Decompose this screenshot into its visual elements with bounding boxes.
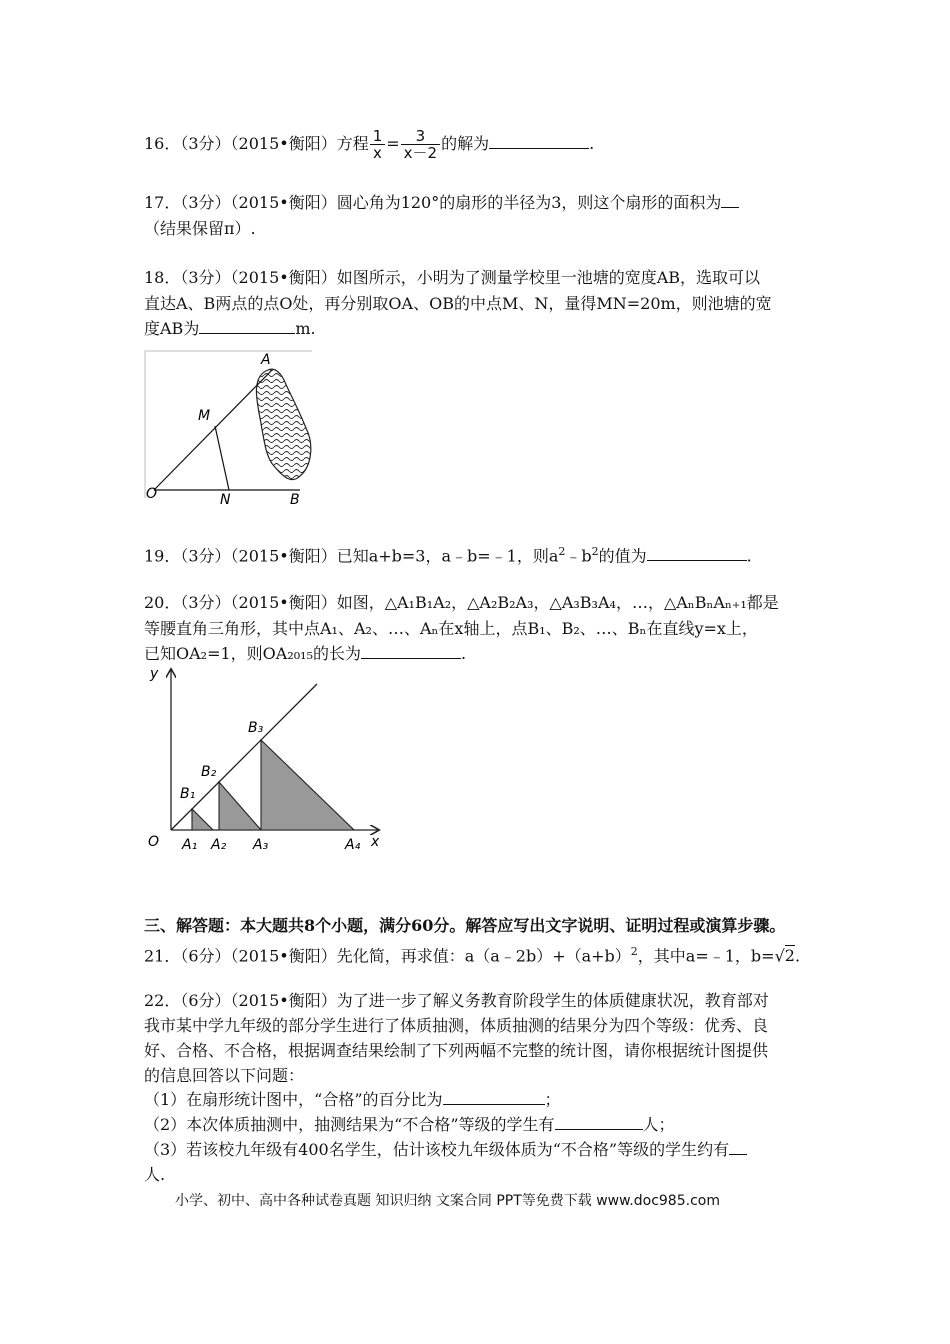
q18-label-B: B bbox=[290, 492, 300, 506]
q20-text-2: 等腰直角三角形，其中点A₁、A₂、…、Aₙ在x轴上，点B₁、B₂、…、Bₙ在直线y=x上， bbox=[144, 619, 758, 638]
question-22-line1 bbox=[144, 989, 769, 1013]
q22-sub1-text: （1）在扇形统计图中，“合格”的百分比为 bbox=[144, 1090, 443, 1109]
sqrt-icon: √ bbox=[774, 946, 785, 966]
q19-suffix: 的值为 bbox=[598, 546, 647, 566]
q22-sub1-end: ； bbox=[544, 1090, 561, 1109]
q18-line-MN bbox=[215, 426, 229, 490]
q21-sqrt-value: 2 bbox=[784, 946, 795, 966]
question-20-line2 bbox=[144, 617, 758, 641]
q16-rhs-numerator: 3 bbox=[415, 127, 426, 145]
question-18-line2 bbox=[144, 292, 772, 316]
question-22-sub3-line2 bbox=[144, 1163, 165, 1187]
q22-text-3: 好、合格、不合格，根据调查结果绘制了下列两幅不完整的统计图，请你根据统计图提供 bbox=[144, 1041, 769, 1060]
question-22-line4 bbox=[144, 1064, 304, 1088]
q22-sub3-blank[interactable] bbox=[729, 1138, 747, 1155]
q21-exponent: 2 bbox=[630, 945, 638, 958]
q16-lhs-numerator: 1 bbox=[372, 127, 383, 145]
footer-text: 小学、初中、高中各种试卷真题 知识归纳 文案合同 PPT等免费下载 www.doc985.com bbox=[175, 1193, 720, 1209]
q20-end: . bbox=[461, 644, 467, 663]
q18-unit: m. bbox=[295, 319, 316, 338]
question-22-sub3 bbox=[144, 1138, 747, 1162]
q16-answer-blank[interactable] bbox=[489, 132, 589, 149]
q22-sub3-text-2: 人. bbox=[144, 1165, 166, 1184]
q18-text-1: 18．（3分）（2015•衡阳）如图所示，小明为了测量学校里一池塘的宽度AB，选取可以 bbox=[144, 268, 761, 287]
question-20-line1 bbox=[144, 591, 779, 615]
q16-fraction-lhs bbox=[370, 128, 386, 161]
q17-text-2: （结果保留π）. bbox=[144, 219, 256, 238]
q21-end: . bbox=[794, 946, 801, 966]
q16-equals: = bbox=[386, 134, 400, 153]
q21-text: 21．（6分）（2015•衡阳）先化简，再求值：a（a﹣2b）+（a+b） bbox=[144, 946, 631, 966]
question-19 bbox=[144, 540, 752, 568]
q18-figure bbox=[144, 348, 314, 506]
question-22-sub1 bbox=[144, 1088, 561, 1112]
q22-sub2-blank[interactable] bbox=[555, 1113, 643, 1130]
q20-triangle-2 bbox=[219, 782, 261, 830]
q20-label-A3: A₃ bbox=[253, 837, 269, 853]
question-22-line3 bbox=[144, 1039, 768, 1063]
q21-mid: ，其中a=﹣1，b= bbox=[637, 946, 775, 966]
q20-text-1: 20．（3分）（2015•衡阳）如图，△A₁B₁A₂，△A₂B₂A₃，△A₃B₃A₄，…，△AₙBₙAₙ₊₁都是 bbox=[144, 593, 779, 612]
q18-label-O: O bbox=[146, 486, 158, 502]
question-21 bbox=[144, 940, 800, 968]
q16-fraction-rhs bbox=[401, 128, 440, 161]
q18-text-2: 直达A、B两点的点O处，再分别取OA、OB的中点M、N，量得MN=20m，则池塘的宽 bbox=[144, 294, 772, 313]
q18-answer-blank[interactable] bbox=[199, 317, 295, 334]
q22-text-1: 22．（6分）（2015•衡阳）为了进一步了解义务教育阶段学生的体质健康状况，教育部对 bbox=[144, 991, 769, 1010]
question-22-sub2 bbox=[144, 1113, 675, 1137]
q20-label-A2: A₂ bbox=[211, 837, 227, 853]
q20-label-y: y bbox=[150, 666, 159, 682]
question-18-line1 bbox=[144, 266, 760, 290]
q18-label-A: A bbox=[261, 352, 271, 368]
q20-answer-blank[interactable] bbox=[361, 642, 461, 659]
q22-sub2-text: （2）本次体质抽测中，抽测结果为“不合格”等级的学生有 bbox=[144, 1115, 555, 1134]
q16-prefix: 16．（3分）（2015•衡阳）方程 bbox=[144, 134, 369, 153]
question-16 bbox=[144, 128, 594, 161]
q20-label-x: x bbox=[371, 834, 380, 850]
q17-answer-blank[interactable] bbox=[721, 191, 739, 208]
q19-exponent-2: 2 bbox=[591, 545, 599, 558]
section-3-text: 三、解答题：本大题共8个小题，满分60分。解答应写出文字说明、证明过程或演算步骤。 bbox=[144, 916, 786, 935]
q20-text-3: 已知OA₂=1，则OA₂₀₁₅的长为 bbox=[144, 644, 362, 663]
q20-label-A4: A₄ bbox=[345, 837, 361, 853]
question-22-line2 bbox=[144, 1014, 768, 1038]
q19-answer-blank[interactable] bbox=[647, 544, 747, 561]
q22-text-4: 的信息回答以下问题： bbox=[144, 1066, 305, 1085]
q19-text: 19．（3分）（2015•衡阳）已知a+b=3，a﹣b=﹣1，则a bbox=[144, 546, 559, 566]
q22-sub2-end: 人； bbox=[642, 1115, 675, 1134]
q22-text-2: 我市某中学九年级的部分学生进行了体质抽测，体质抽测的结果分为四个等级：优秀、良 bbox=[144, 1016, 769, 1035]
q18-label-M: M bbox=[198, 408, 211, 424]
q19-mid: ﹣b bbox=[565, 546, 592, 566]
q22-sub1-blank[interactable] bbox=[443, 1088, 545, 1105]
q20-label-B3: B₃ bbox=[248, 720, 264, 736]
q20-label-B1: B₁ bbox=[180, 786, 196, 802]
question-18-line3 bbox=[144, 317, 316, 341]
q20-triangle-3 bbox=[261, 740, 354, 830]
q22-sub3-text: （3）若该校九年级有400名学生，估计该校九年级体质为“不合格”等级的学生约有 bbox=[144, 1140, 730, 1159]
q20-figure bbox=[140, 662, 390, 860]
q18-pond bbox=[256, 369, 310, 480]
q19-exponent-1: 2 bbox=[558, 545, 566, 558]
q16-lhs-denominator: x bbox=[370, 144, 385, 161]
question-17-line2 bbox=[144, 217, 256, 241]
q16-rhs-denominator: x－2 bbox=[401, 144, 440, 161]
q20-label-O: O bbox=[148, 834, 160, 850]
page-footer bbox=[175, 1190, 720, 1210]
q18-text-3: 度AB为 bbox=[144, 319, 200, 338]
q20-label-A1: A₁ bbox=[182, 837, 198, 853]
q17-text: 17．（3分）（2015•衡阳）圆心角为120°的扇形的半径为3，则这个扇形的面积为 bbox=[144, 193, 722, 212]
q20-triangle-1 bbox=[192, 809, 213, 830]
section-3-heading bbox=[144, 914, 785, 938]
q19-end: . bbox=[746, 546, 752, 566]
question-17-line1 bbox=[144, 191, 739, 215]
q18-label-N: N bbox=[220, 492, 231, 506]
q20-label-B2: B₂ bbox=[201, 764, 217, 780]
q16-suffix: 的解为 bbox=[441, 134, 490, 153]
q16-end: . bbox=[589, 134, 595, 153]
q18-line-OA bbox=[154, 370, 272, 490]
